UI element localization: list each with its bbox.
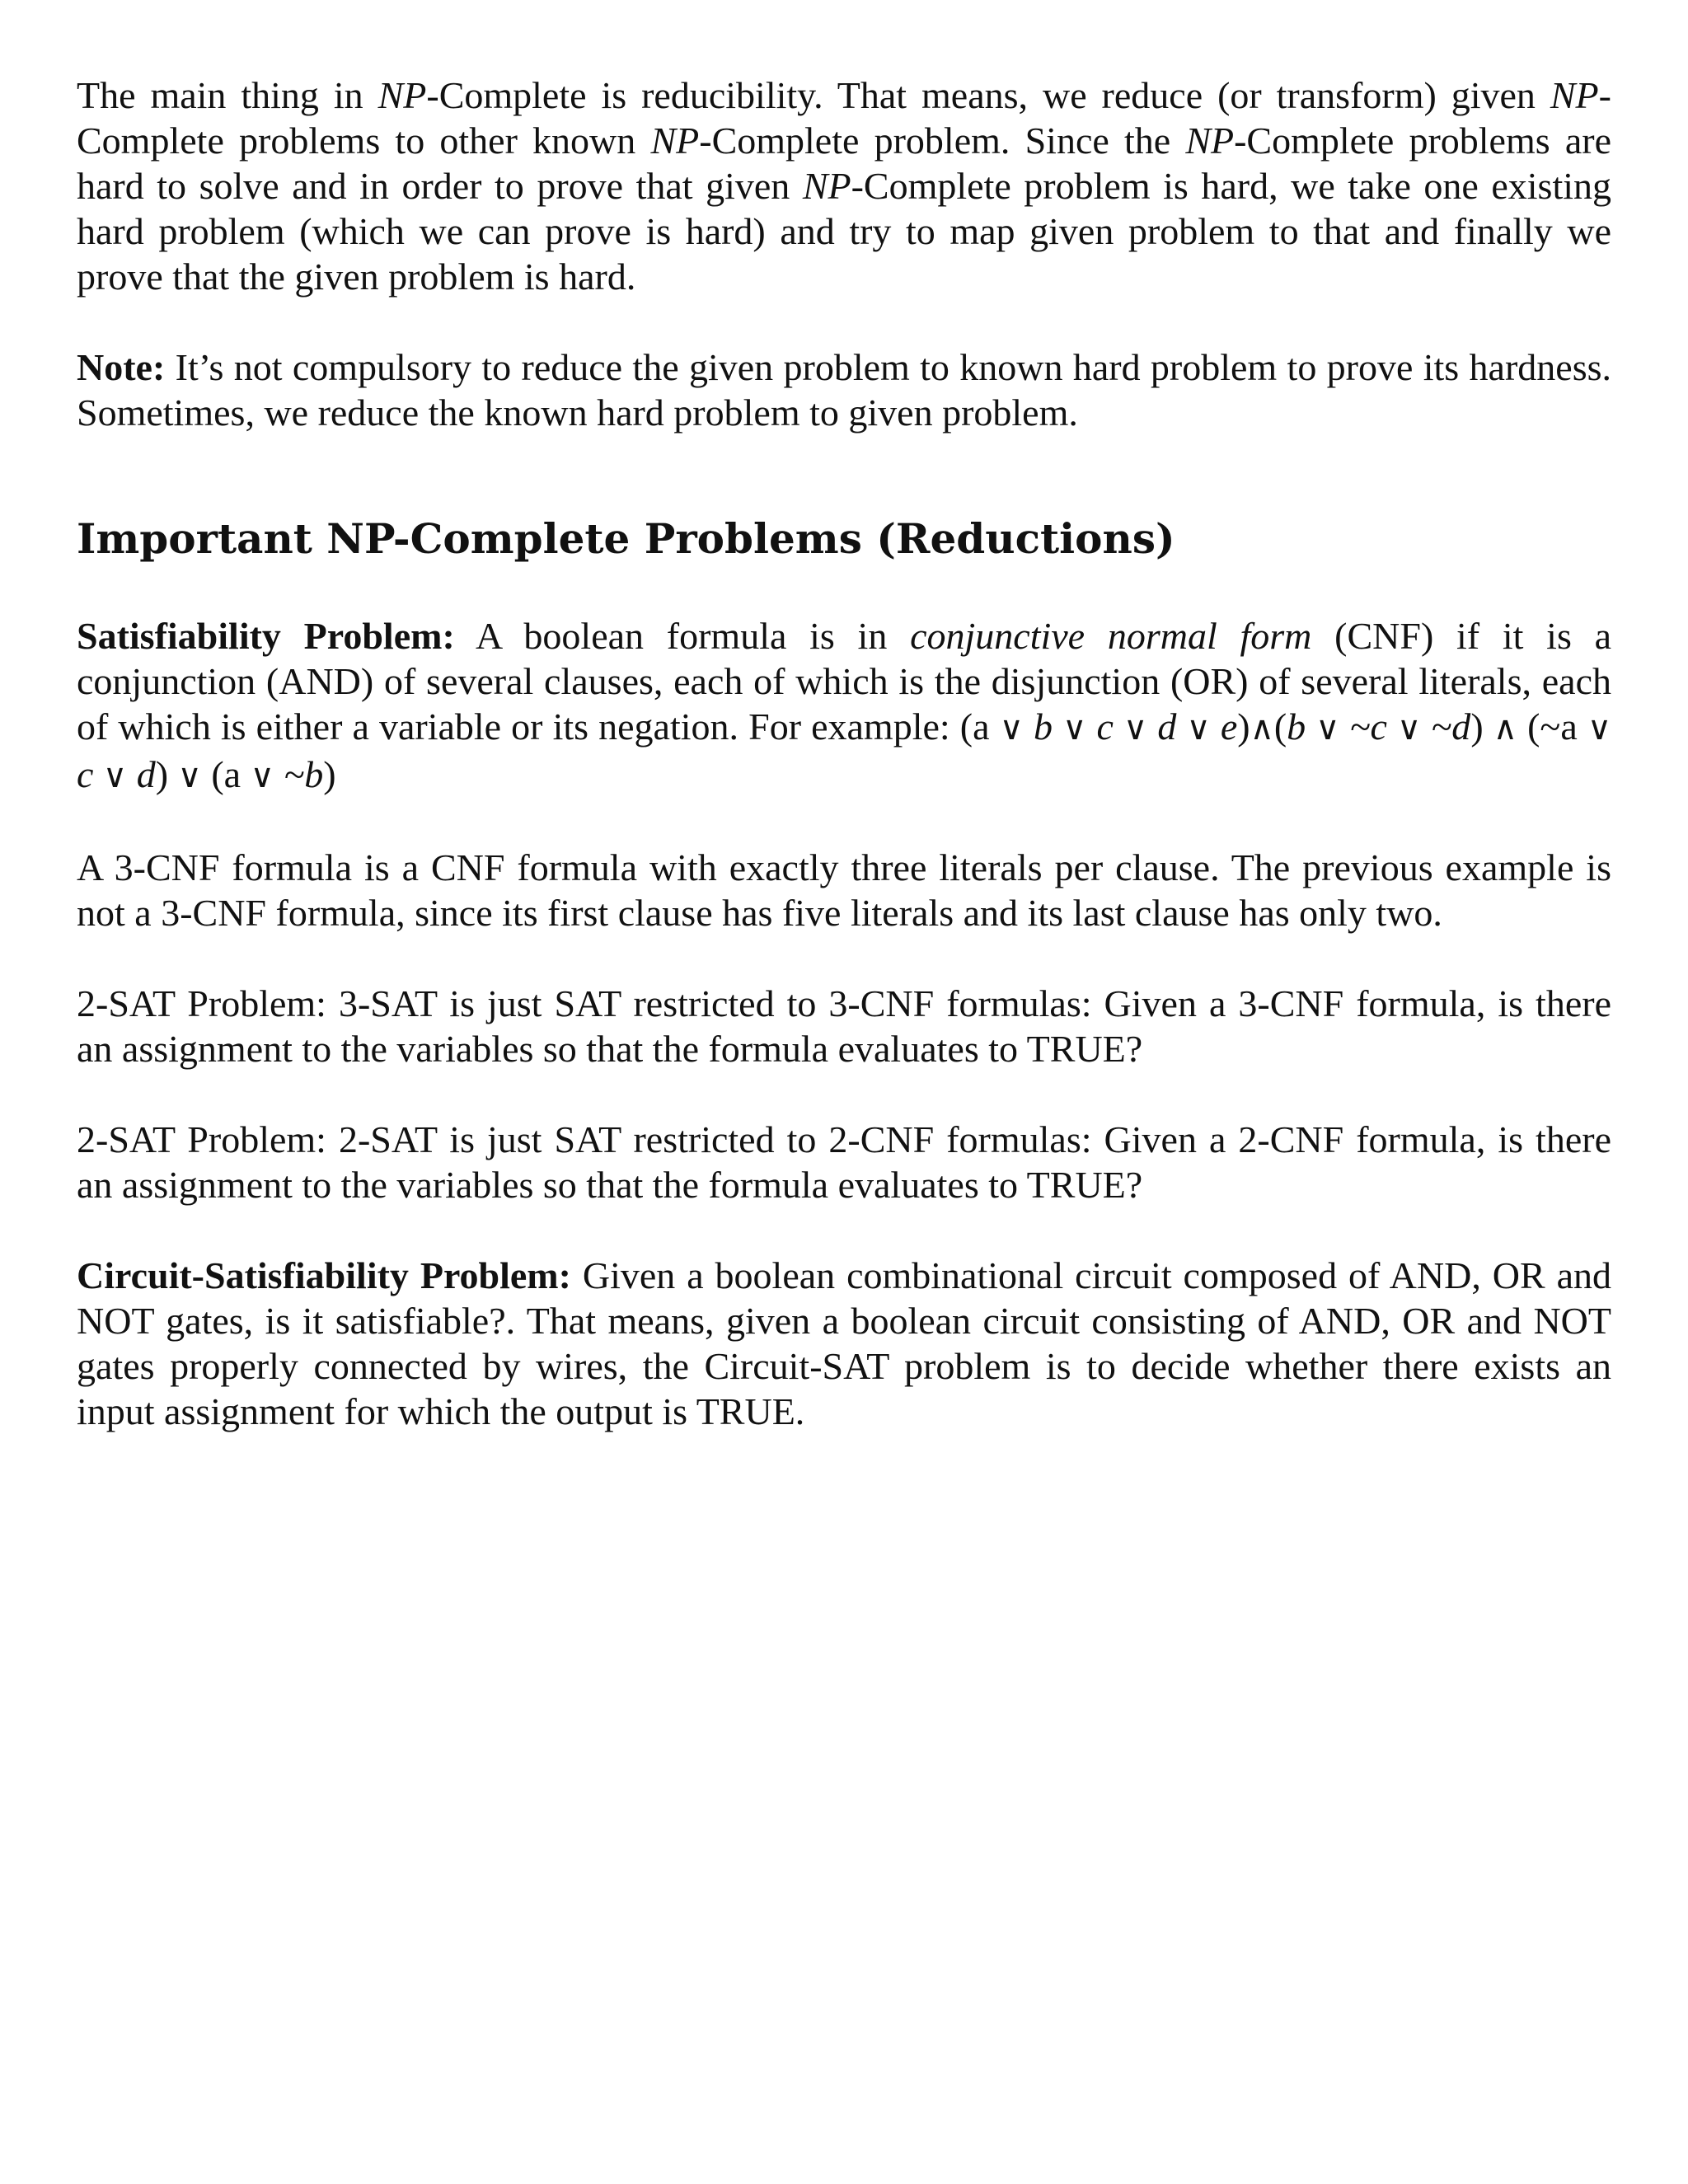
np-term: NP	[802, 165, 851, 207]
example-formula: (a ∨ b ∨ c ∨ d ∨ e)∧(b ∨ ~c ∨ ~d) ∧ (~a ∨ c ∨ d) ∨ (a ∨ ~b)	[77, 705, 1612, 795]
document-page	[77, 73, 1611, 1479]
note-text: It’s not compulsory to reduce the given problem to known hard problem to prove its hardness. Sometimes, we reduce the known hard problem to given problem.	[77, 346, 1611, 434]
np-term: NP	[1185, 120, 1235, 162]
sat-text: A boolean formula is in	[454, 615, 911, 657]
np-term: NP	[1550, 74, 1599, 116]
cnf3-paragraph: A 3-CNF formula is a CNF formula with exactly three literals per clause. The previous example is not a 3-CNF formula, since its first clause has five literals and its last clause has only two.	[77, 846, 1611, 934]
sat3-paragraph: 2-SAT Problem: 3-SAT is just SAT restricted to 3-CNF formulas: Given a 3-CNF formula, is there an assignment to the variables so that the formula evaluates to TRUE?	[77, 982, 1611, 1070]
intro-text: -Complete problems are hard to solve and in order to prove that given	[77, 120, 1611, 207]
note-paragraph	[77, 344, 1611, 435]
intro-text: -Complete is reducibility. That means, we reduce (or transform) given	[426, 74, 1550, 116]
sat2-paragraph: 2-SAT Problem: 2-SAT is just SAT restricted to 2-CNF formulas: Given a 2-CNF formula, is there an assignment to the variables so that the formula evaluates to TRUE?	[77, 1118, 1611, 1206]
np-term: NP	[377, 74, 427, 116]
cnf-term: conjunctive normal form	[910, 615, 1312, 657]
circuit-paragraph	[77, 1253, 1611, 1434]
circuit-label: Circuit-Satisfiability Problem:	[77, 1254, 571, 1296]
note-label: Note:	[77, 346, 166, 388]
intro-text: The main thing in	[77, 74, 378, 116]
intro-paragraph	[77, 73, 1611, 299]
intro-text: -Complete problem is hard, we take one existing hard problem (which we can prove is hard) and try to map given problem to that and finally we prove that the given problem is hard.	[77, 165, 1612, 298]
intro-text: -Complete problem. Since the	[699, 120, 1186, 162]
np-term: NP	[650, 120, 700, 162]
section-heading: Important NP-Complete Problems (Reductions)	[77, 514, 1175, 563]
sat-label: Satisfiability Problem:	[77, 615, 455, 657]
sat-paragraph	[77, 613, 1611, 799]
intro-text: -Complete problems to other known	[77, 74, 1611, 162]
circuit-text: Given a boolean combinational circuit composed of AND, OR and NOT gates, is it satisfiable?. That means, given a boolean circuit consisting of AND, OR and NOT gates properly connected by wires, the Circuit-SAT problem is to decide whether there exists an input assignment for which the output is TRUE.	[77, 1254, 1611, 1432]
sat-text: (CNF) if it is a conjunction (AND) of several clauses, each of which is the disjunction (OR) of several literals, each of which is either a variable or its negation. For example:	[77, 615, 1612, 748]
